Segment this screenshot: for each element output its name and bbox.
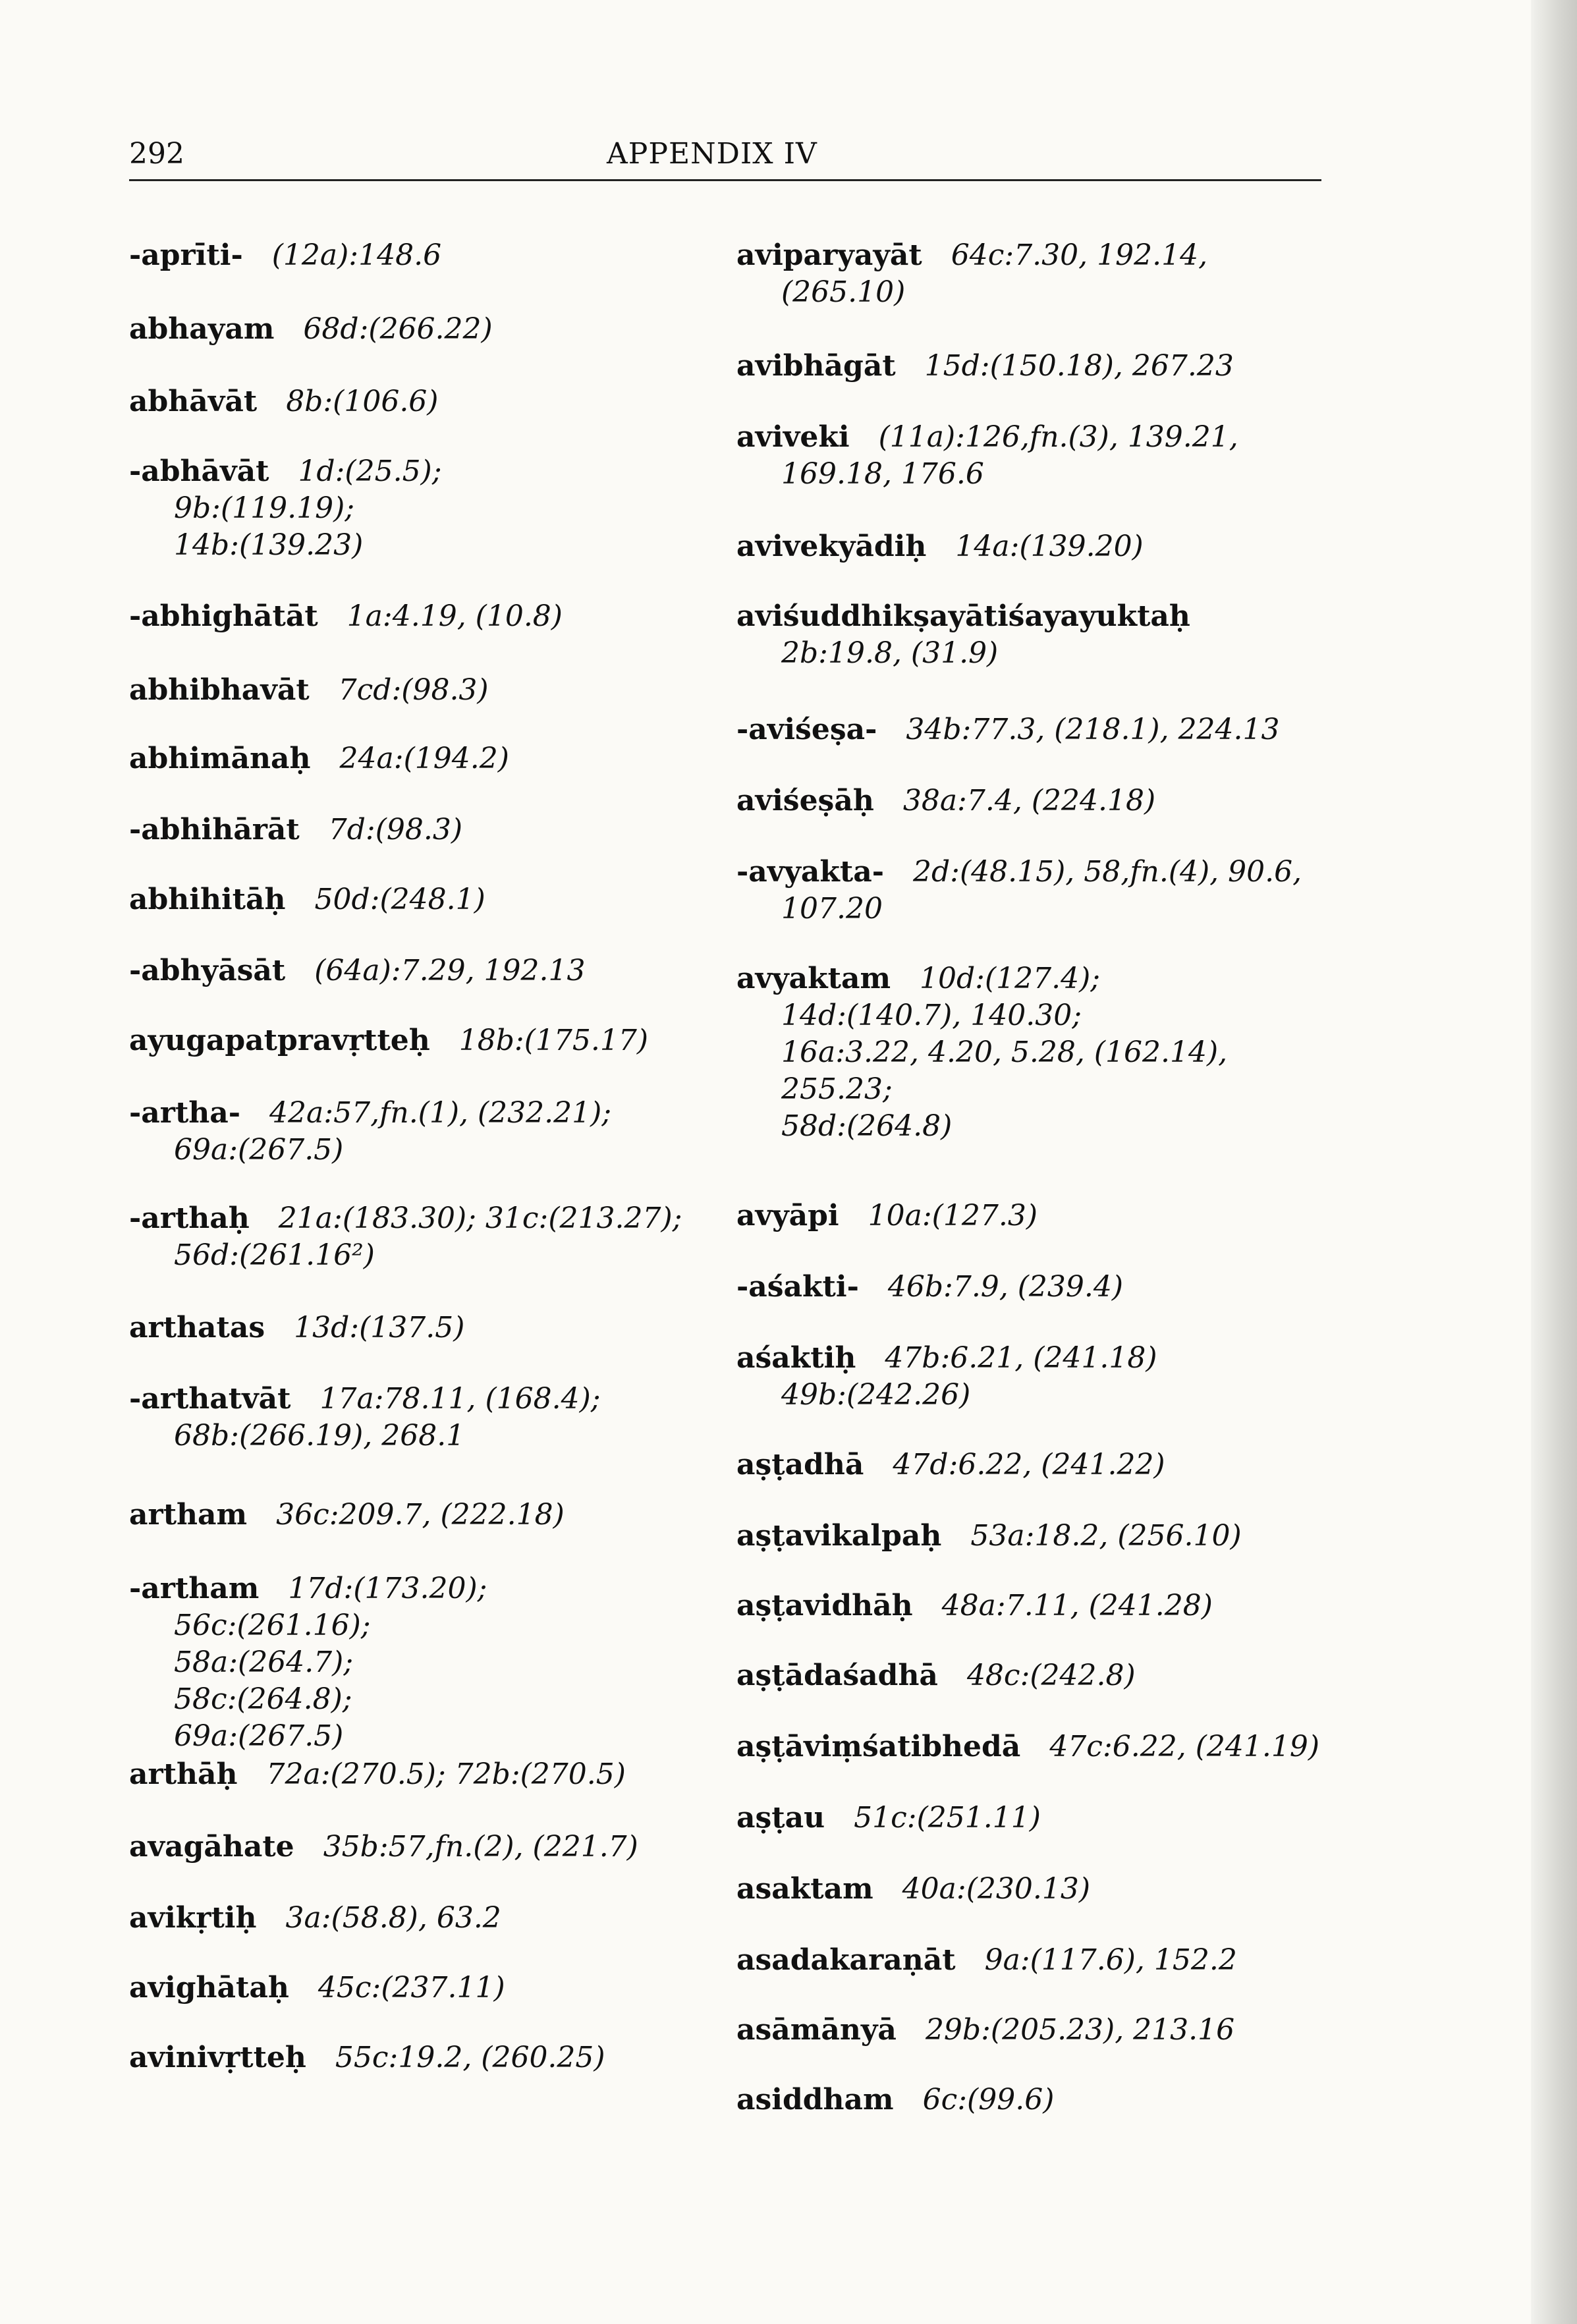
index-entry — [129, 453, 442, 564]
entry-headword: arthāḥ — [129, 1757, 238, 1791]
entry-first-line — [129, 1200, 682, 1237]
entry-references: 6c:(99.6) — [922, 2083, 1055, 2116]
entry-continuation-line — [736, 997, 1227, 1034]
entry-headword: -artha- — [129, 1096, 241, 1130]
entry-continuation-line — [736, 456, 1238, 493]
entry-headword: arthatas — [129, 1311, 265, 1344]
index-entry — [129, 1756, 626, 1793]
index-entry — [736, 1198, 1038, 1234]
entry-first-line — [129, 598, 563, 635]
index-entry — [736, 1657, 1136, 1694]
entry-references: 64c:7.30, 192.14, — [951, 238, 1208, 272]
index-entry — [129, 1970, 505, 2006]
index-entry — [736, 783, 1155, 819]
entry-references: 40a:(230.13) — [902, 1872, 1091, 1906]
entry-headword: -aprīti- — [129, 238, 243, 272]
entry-references: 47b:6.21, (241.18) — [885, 1341, 1157, 1375]
entry-first-line — [736, 2082, 1054, 2118]
entry-references: 14a:(139.20) — [955, 530, 1144, 563]
entry-continuation-line — [736, 274, 1207, 311]
entry-continuation-line — [736, 891, 1302, 927]
entry-headword: avibhāgāt — [736, 349, 896, 383]
entry-first-line — [736, 1588, 1213, 1624]
entry-references: 10d:(127.4); — [920, 962, 1101, 995]
entry-headword: artham — [129, 1498, 248, 1532]
entry-headword: -arthatvāt — [129, 1382, 291, 1416]
index-entry — [129, 237, 441, 274]
entry-references: 58a:(264.7); — [174, 1646, 354, 1679]
entry-references: 16a:3.22, 4.20, 5.28, (162.14), — [781, 1036, 1228, 1069]
entry-headword: aṣṭavikalpaḥ — [736, 1519, 942, 1553]
index-entry — [129, 1310, 464, 1346]
entry-first-line — [736, 1198, 1038, 1234]
entry-references: 14b:(139.23) — [174, 528, 364, 562]
index-entry — [736, 960, 1227, 1145]
entry-references: 36c:209.7, (222.18) — [276, 1498, 565, 1532]
entry-first-line — [736, 237, 1207, 274]
entry-references: 50d:(248.1) — [314, 883, 485, 916]
entry-first-line — [736, 1942, 1237, 1979]
index-entry — [129, 953, 586, 989]
entry-headword: avyaktam — [736, 962, 891, 995]
entry-references: 69a:(267.5) — [174, 1133, 344, 1167]
entry-continuation-line — [736, 1377, 1157, 1414]
entry-headword: avagāhate — [129, 1830, 294, 1864]
entry-continuation-line — [129, 490, 442, 527]
entry-references: 13d:(137.5) — [294, 1311, 465, 1344]
entry-headword: -abhighātāt — [129, 599, 318, 633]
index-entry — [736, 348, 1234, 385]
entry-references: 17a:78.11, (168.4); — [319, 1382, 601, 1416]
entry-references: 56c:(261.16); — [174, 1609, 371, 1642]
page-number: 292 — [129, 137, 184, 171]
page-binding-shadow — [1531, 0, 1577, 2324]
entry-first-line — [736, 711, 1280, 748]
entry-first-line — [736, 1657, 1136, 1694]
index-entry — [129, 740, 509, 777]
entry-first-line — [736, 1518, 1242, 1555]
entry-references: 15d:(150.18), 267.23 — [924, 349, 1234, 383]
entry-headword: -arthaḥ — [129, 1202, 250, 1235]
index-entry — [129, 1200, 682, 1274]
entry-headword: avikṛtiḥ — [129, 1901, 257, 1935]
entry-headword: -abhāvāt — [129, 455, 269, 488]
entry-first-line — [129, 1310, 464, 1346]
entry-first-line — [736, 960, 1227, 997]
index-entry — [736, 2012, 1234, 2049]
entry-references: 14d:(140.7), 140.30; — [781, 999, 1082, 1032]
index-entry — [736, 1269, 1123, 1306]
entry-headword: ayugapatpravṛtteḥ — [129, 1024, 430, 1057]
entry-headword: avyāpi — [736, 1199, 839, 1232]
entry-first-line — [129, 311, 493, 348]
index-entry — [736, 598, 1190, 672]
entry-headword: abhāvāt — [129, 385, 258, 418]
entry-headword: -artham — [129, 1572, 260, 1605]
entry-headword: abhihitāḥ — [129, 883, 286, 916]
entry-first-line — [736, 528, 1144, 565]
entry-headword: asaktam — [736, 1872, 873, 1906]
entry-headword: -avyakta- — [736, 855, 884, 889]
index-entry — [129, 1829, 638, 1866]
entry-headword: avivekyādiḥ — [736, 530, 927, 563]
entry-first-line — [736, 598, 1190, 635]
entry-first-line — [129, 1022, 648, 1059]
entry-first-line — [129, 672, 489, 709]
entry-headword: asāmānyā — [736, 2013, 897, 2047]
entry-continuation-line — [736, 1034, 1227, 1071]
entry-continuation-line — [129, 1237, 682, 1274]
index-entry — [129, 1022, 648, 1059]
index-entry — [736, 1729, 1319, 1765]
index-entry — [129, 881, 485, 918]
entry-references: 69a:(267.5) — [174, 1719, 344, 1753]
entry-headword: asiddham — [736, 2083, 894, 2116]
entry-references: (12a):148.6 — [271, 238, 442, 272]
entry-headword: aśaktiḥ — [736, 1341, 856, 1375]
entry-references: 29b:(205.23), 213.16 — [925, 2013, 1235, 2047]
entry-headword: -abhihārāt — [129, 813, 300, 846]
entry-references: 24a:(194.2) — [339, 742, 509, 775]
entry-references: (64a):7.29, 192.13 — [314, 954, 586, 987]
entry-first-line — [736, 1340, 1157, 1377]
entry-references: 7cd:(98.3) — [338, 673, 489, 707]
index-entry — [129, 1497, 565, 1534]
entry-references: 46b:7.9, (239.4) — [887, 1270, 1124, 1304]
entry-headword: abhibhavāt — [129, 673, 310, 707]
entry-references: 10a:(127.3) — [868, 1199, 1038, 1232]
entry-references: 45c:(237.11) — [318, 1971, 505, 2005]
index-entry — [736, 854, 1302, 927]
entry-first-line — [736, 1800, 1041, 1837]
entry-continuation-line — [736, 1071, 1227, 1108]
entry-first-line — [129, 1829, 638, 1866]
entry-first-line — [736, 2012, 1234, 2049]
entry-first-line — [736, 1269, 1123, 1306]
entry-references: 58d:(264.8) — [781, 1109, 953, 1143]
entry-first-line — [736, 1447, 1165, 1483]
index-entry — [129, 1900, 501, 1937]
entry-references: 1d:(25.5); — [298, 455, 442, 488]
entry-first-line — [736, 854, 1302, 891]
index-entry — [129, 1570, 487, 1755]
entry-references: 42a:57,fn.(1), (232.21); — [269, 1096, 612, 1130]
index-entry — [736, 1588, 1213, 1624]
entry-first-line — [129, 2039, 605, 2076]
entry-headword: aviśuddhikṣayātiśayayuktaḥ — [736, 599, 1190, 633]
index-entry — [736, 1871, 1090, 1908]
entry-headword: -aviśeṣa- — [736, 713, 877, 746]
entry-first-line — [129, 740, 509, 777]
entry-headword: asadakaraṇāt — [736, 1943, 956, 1977]
entry-headword: aviparyayāt — [736, 238, 922, 272]
entry-first-line — [736, 348, 1234, 385]
entry-headword: aṣṭavidhāḥ — [736, 1589, 913, 1622]
entry-references: 2b:19.8, (31.9) — [781, 636, 999, 670]
entry-references: 47c:6.22, (241.19) — [1049, 1730, 1319, 1763]
entry-references: 68b:(266.19), 268.1 — [174, 1419, 465, 1452]
index-entry — [129, 311, 493, 348]
entry-first-line — [129, 1570, 487, 1607]
entry-continuation-line — [129, 1132, 611, 1169]
entry-first-line — [129, 237, 441, 274]
entry-references: 9a:(117.6), 152.2 — [984, 1943, 1237, 1977]
index-entry — [129, 812, 462, 848]
entry-first-line — [129, 453, 442, 490]
entry-references: 56d:(261.16²) — [174, 1238, 375, 1272]
index-entry — [129, 1381, 601, 1454]
index-entry — [736, 1447, 1165, 1483]
index-entry — [129, 672, 489, 709]
entry-continuation-line — [129, 527, 442, 564]
index-entry — [129, 598, 563, 635]
entry-references: 58c:(264.8); — [174, 1682, 352, 1716]
index-entry — [736, 1800, 1041, 1837]
entry-first-line — [736, 1871, 1090, 1908]
entry-references: (265.10) — [781, 275, 906, 309]
entry-first-line — [736, 1729, 1319, 1765]
entry-references: 1a:4.19, (10.8) — [346, 599, 563, 633]
entry-first-line — [736, 419, 1238, 456]
entry-first-line — [129, 953, 586, 989]
entry-headword: aviśeṣāḥ — [736, 784, 874, 817]
entry-references: 55c:19.2, (260.25) — [335, 2041, 605, 2074]
entry-first-line — [129, 812, 462, 848]
index-entry — [736, 2082, 1054, 2118]
entry-first-line — [129, 881, 485, 918]
entry-first-line — [736, 783, 1155, 819]
index-entry — [736, 1518, 1242, 1555]
entry-references: 8b:(106.6) — [286, 385, 439, 418]
entry-first-line — [129, 1900, 501, 1937]
index-entry — [129, 2039, 605, 2076]
entry-continuation-line — [129, 1418, 601, 1454]
entry-headword: aviveki — [736, 420, 850, 454]
entry-headword: aṣṭau — [736, 1801, 825, 1835]
entry-references: 47d:6.22, (241.22) — [893, 1448, 1165, 1481]
entry-references: 169.18, 176.6 — [781, 457, 984, 491]
entry-continuation-line — [736, 635, 1190, 672]
entry-headword: aṣṭādaśadhā — [736, 1659, 938, 1692]
entry-headword: abhimānaḥ — [129, 742, 311, 775]
entry-continuation-line — [736, 1108, 1227, 1145]
entry-references: 68d:(266.22) — [303, 312, 493, 346]
entry-continuation-line — [129, 1607, 487, 1644]
index-entry — [736, 237, 1207, 311]
entry-references: 255.23; — [781, 1072, 893, 1106]
index-entry — [736, 528, 1144, 565]
running-title: APPENDIX IV — [607, 137, 817, 171]
page-header — [129, 132, 1321, 181]
index-entry — [736, 1942, 1237, 1979]
entry-headword: abhayam — [129, 312, 275, 346]
entry-references: 48c:(242.8) — [966, 1659, 1136, 1692]
entry-references: 3a:(58.8), 63.2 — [285, 1901, 501, 1935]
entry-headword: -abhyāsāt — [129, 954, 286, 987]
entry-references: 17d:(173.20); — [288, 1572, 487, 1605]
index-entry — [129, 383, 438, 420]
entry-references: 35b:57,fn.(2), (221.7) — [323, 1830, 638, 1864]
entry-references: 9b:(119.19); — [174, 491, 355, 525]
entry-continuation-line — [129, 1718, 487, 1755]
index-entry — [736, 1340, 1157, 1414]
entry-headword: avinivṛtteḥ — [129, 2041, 306, 2074]
entry-first-line — [129, 1497, 565, 1534]
entry-references: (11a):126,fn.(3), 139.21, — [878, 420, 1238, 454]
entry-headword: aṣṭāviṃśatibhedā — [736, 1730, 1021, 1763]
entry-references: 18b:(175.17) — [458, 1024, 649, 1057]
entry-first-line — [129, 1381, 601, 1418]
entry-continuation-line — [129, 1681, 487, 1718]
entry-first-line — [129, 1095, 611, 1132]
entry-references: 2d:(48.15), 58,fn.(4), 90.6, — [913, 855, 1302, 889]
entry-continuation-line — [129, 1644, 487, 1681]
entry-references: 38a:7.4, (224.18) — [902, 784, 1156, 817]
entry-references: 34b:77.3, (218.1), 224.13 — [906, 713, 1280, 746]
entry-first-line — [129, 1756, 626, 1793]
entry-references: 72a:(270.5); 72b:(270.5) — [266, 1757, 626, 1791]
index-entry — [129, 1095, 611, 1169]
entry-references: 49b:(242.26) — [781, 1378, 971, 1412]
entry-headword: aṣṭadhā — [736, 1448, 864, 1481]
index-entry — [736, 711, 1280, 748]
entry-headword: -aśakti- — [736, 1270, 859, 1304]
entry-references: 53a:18.2, (256.10) — [970, 1519, 1242, 1553]
entry-references: 107.20 — [781, 892, 883, 926]
entry-references: 7d:(98.3) — [328, 813, 463, 846]
entry-references: 21a:(183.30); 31c:(213.27); — [278, 1202, 682, 1235]
index-entry — [736, 419, 1238, 493]
entry-headword: avighātaḥ — [129, 1971, 289, 2005]
entry-references: 48a:7.11, (241.28) — [941, 1589, 1213, 1622]
entry-first-line — [129, 1970, 505, 2006]
entry-references: 51c:(251.11) — [854, 1801, 1041, 1835]
entry-first-line — [129, 383, 438, 420]
